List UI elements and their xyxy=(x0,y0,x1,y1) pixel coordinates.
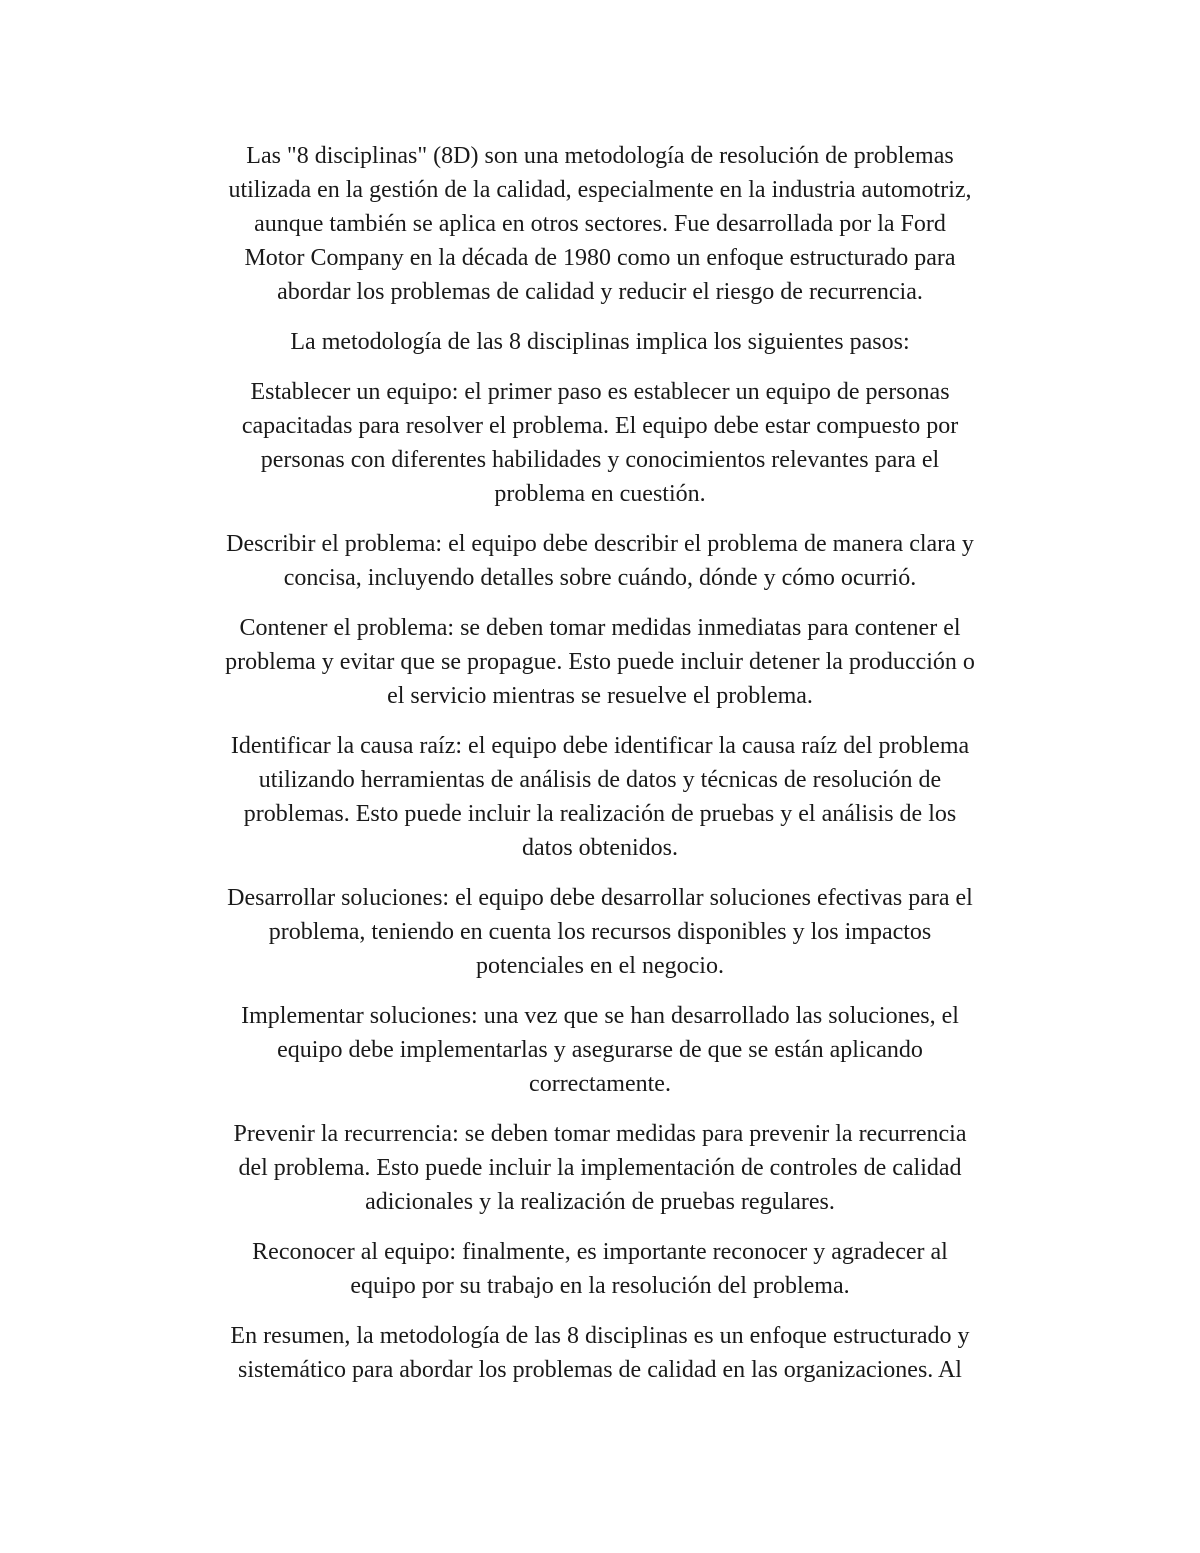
text-line: utilizada en la gestión de la calidad, especialmente en la industria automotriz, xyxy=(228,177,972,203)
text-line: En resumen, la metodología de las 8 disciplinas es un enfoque estructurado y xyxy=(230,1323,970,1349)
text-line: Identificar la causa raíz: el equipo debe identificar la causa raíz del problema xyxy=(230,733,970,759)
paragraph-step-prevent xyxy=(163,1117,1037,1219)
paragraph-step-root-cause xyxy=(163,729,1037,865)
text-line: abordar los problemas de calidad y reducir el riesgo de recurrencia. xyxy=(277,279,923,305)
text-line: Describir el problema: el equipo debe describir el problema de manera clara y xyxy=(226,531,974,557)
paragraph-intro xyxy=(163,139,1037,309)
text-line: concisa, incluyendo detalles sobre cuándo, dónde y cómo ocurrió. xyxy=(283,565,917,591)
text-line: capacitadas para resolver el problema. El equipo debe estar compuesto por xyxy=(241,413,959,439)
text-line: Las "8 disciplinas" (8D) son una metodología de resolución de problemas xyxy=(246,143,954,169)
text-line: correctamente. xyxy=(529,1071,671,1097)
text-line: Implementar soluciones: una vez que se han desarrollado las soluciones, el xyxy=(241,1003,959,1029)
text-line: problema y evitar que se propague. Esto puede incluir detener la producción o xyxy=(225,649,975,675)
text-line: Motor Company en la década de 1980 como un enfoque estructurado para xyxy=(244,245,956,271)
paragraph-steps-intro xyxy=(163,325,1037,359)
text-line: del problema. Esto puede incluir la implementación de controles de calidad xyxy=(238,1155,962,1181)
text-line: el servicio mientras se resuelve el problema. xyxy=(387,683,813,709)
text-line: Reconocer al equipo: finalmente, es importante reconocer y agradecer al xyxy=(252,1239,948,1265)
text-line: sistemático para abordar los problemas de calidad en las organizaciones. Al xyxy=(238,1357,962,1383)
text-line: adicionales y la realización de pruebas regulares. xyxy=(365,1189,835,1215)
text-line: potenciales en el negocio. xyxy=(476,953,724,979)
paragraph-step-describe xyxy=(163,527,1037,595)
text-line: equipo por su trabajo en la resolución del problema. xyxy=(350,1273,850,1299)
text-line: equipo debe implementarlas y asegurarse de que se están aplicando xyxy=(277,1037,923,1063)
text-line: personas con diferentes habilidades y conocimientos relevantes para el xyxy=(260,447,940,473)
paragraph-step-develop xyxy=(163,881,1037,983)
text-line: datos obtenidos. xyxy=(522,835,678,861)
paragraph-summary xyxy=(163,1319,1037,1387)
text-line: aunque también se aplica en otros sectores. Fue desarrollada por la Ford xyxy=(254,211,946,237)
text-line: Desarrollar soluciones: el equipo debe desarrollar soluciones efectivas para el xyxy=(227,885,973,911)
text-line: Prevenir la recurrencia: se deben tomar medidas para prevenir la recurrencia xyxy=(233,1121,967,1147)
text-line: La metodología de las 8 disciplinas implica los siguientes pasos: xyxy=(290,329,910,355)
text-line: utilizando herramientas de análisis de datos y técnicas de resolución de xyxy=(258,767,942,793)
paragraph-step-recognize xyxy=(163,1235,1037,1303)
text-line: problema en cuestión. xyxy=(494,481,706,507)
paragraph-step-contain xyxy=(163,611,1037,713)
text-line: problemas. Esto puede incluir la realización de pruebas y el análisis de los xyxy=(243,801,957,827)
paragraph-step-team xyxy=(163,375,1037,511)
paragraph-step-implement xyxy=(163,999,1037,1101)
text-line: Contener el problema: se deben tomar medidas inmediatas para contener el xyxy=(239,615,961,641)
document-body xyxy=(163,139,1037,1403)
text-line: problema, teniendo en cuenta los recursos disponibles y los impactos xyxy=(268,919,932,945)
text-line: Establecer un equipo: el primer paso es establecer un equipo de personas xyxy=(250,379,950,405)
